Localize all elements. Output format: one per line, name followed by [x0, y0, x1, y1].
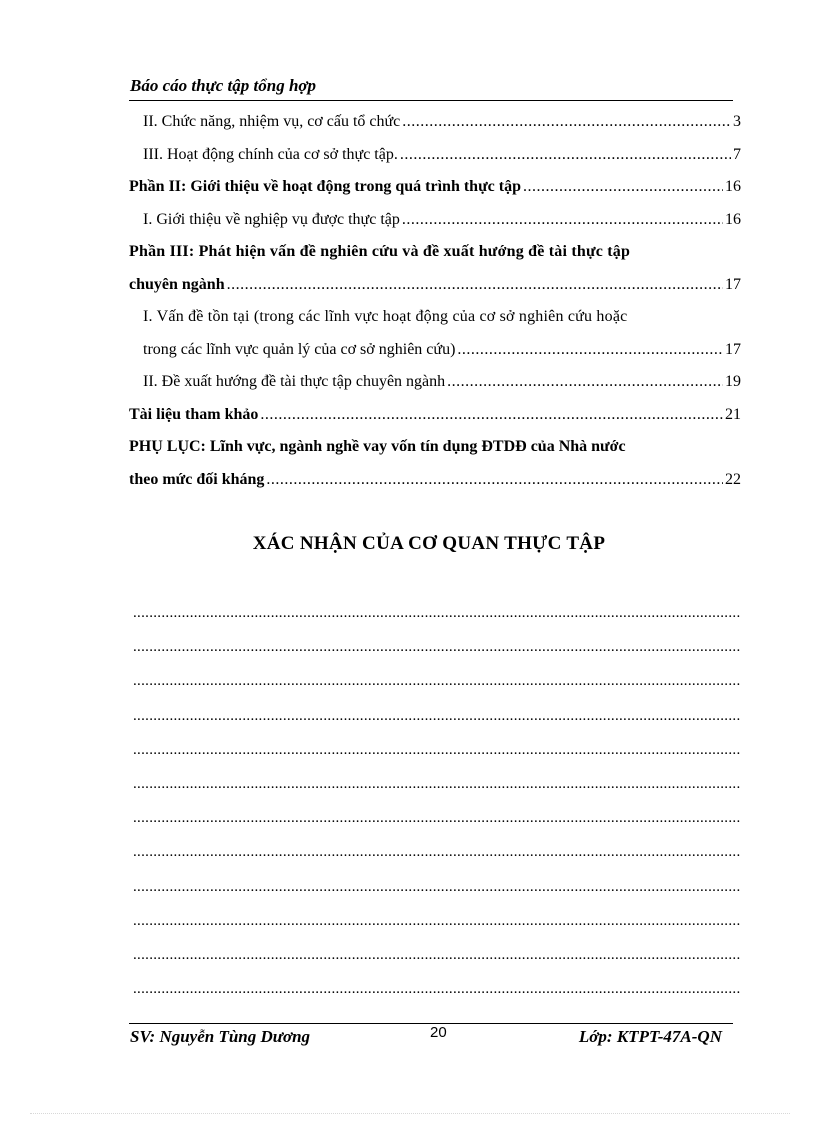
toc-entry-text-line2: theo mức đối kháng: [129, 470, 265, 488]
table-of-contents: [129, 113, 741, 503]
toc-entry-phan-ii[interactable]: [129, 178, 741, 211]
toc-entry-chuc-nang[interactable]: [129, 113, 741, 146]
toc-leader-dots: [523, 178, 723, 196]
confirmation-title: XÁC NHẬN CỦA CƠ QUAN THỰC TẬP: [252, 533, 606, 554]
blank-line[interactable]: [133, 634, 741, 668]
toc-entry-text: II. Chức năng, nhiệm vụ, cơ cấu tổ chức: [143, 113, 401, 130]
toc-entry-page: 16: [725, 210, 741, 228]
toc-entry-page: 3: [733, 113, 741, 130]
toc-entry-page: 21: [725, 405, 741, 423]
toc-entry-phu-luc[interactable]: [129, 438, 741, 471]
page-edge-dots: [30, 1113, 790, 1114]
toc-entry-text-line2: trong các lĩnh vực quản lý của cơ sở nghiên cứu): [143, 340, 456, 358]
toc-entry-phan-iii[interactable]: [129, 243, 741, 276]
toc-entry-van-de-cont[interactable]: [129, 341, 741, 374]
confirmation-blank-lines: [133, 600, 741, 1010]
toc-leader-dots: [227, 276, 723, 294]
blank-line[interactable]: [133, 874, 741, 908]
toc-leader-dots: [402, 211, 723, 229]
toc-leader-dots: [457, 341, 723, 359]
footer-student: SV: Nguyễn Tùng Dương: [130, 1027, 311, 1046]
footer-page-number: 20: [430, 1024, 447, 1041]
toc-leader-dots: [402, 113, 731, 131]
toc-entry-phan-iii-cont[interactable]: [129, 276, 741, 309]
blank-line[interactable]: [133, 839, 741, 873]
header-rule: [129, 100, 733, 101]
toc-entry-page: 19: [725, 373, 741, 390]
toc-leader-dots: [260, 406, 723, 424]
toc-leader-dots: [266, 471, 723, 489]
toc-entry-text-line1: PHỤ LỤC: Lĩnh vực, ngành nghề vay vốn tín dụng ĐTDĐ của Nhà nước: [129, 438, 626, 455]
toc-entry-text: II. Đề xuất hướng đề tài thực tập chuyên ngành: [143, 373, 446, 390]
toc-entry-hoat-dong[interactable]: [129, 146, 741, 179]
header-title: Báo cáo thực tập tổng hợp: [130, 76, 317, 95]
blank-line[interactable]: [133, 668, 741, 702]
blank-line[interactable]: [133, 771, 741, 805]
footer-class: Lớp: KTPT-47A-QN: [578, 1027, 722, 1046]
toc-entry-text-line2: chuyên ngành: [129, 275, 225, 293]
blank-line[interactable]: [133, 942, 741, 976]
toc-leader-dots: [400, 146, 731, 164]
toc-entry-phu-luc-cont[interactable]: [129, 471, 741, 504]
blank-line[interactable]: [133, 976, 741, 1010]
blank-line[interactable]: [133, 908, 741, 942]
toc-entry-page: 22: [725, 470, 741, 488]
toc-entry-de-xuat[interactable]: [129, 373, 741, 406]
toc-entry-text: Tài liệu tham khảo: [129, 405, 259, 423]
toc-leader-dots: [447, 373, 723, 391]
toc-entry-text: Phần II: Giới thiệu về hoạt động trong quá trình thực tập: [129, 178, 522, 195]
toc-entry-nghiep-vu[interactable]: [129, 211, 741, 244]
toc-entry-text: III. Hoạt động chính của cơ sở thực tập.: [143, 145, 398, 163]
blank-line[interactable]: [133, 703, 741, 737]
toc-entry-page: 16: [725, 178, 741, 195]
toc-entry-van-de[interactable]: [129, 308, 741, 341]
toc-entry-text-line1: Phần III: Phát hiện vấn đề nghiên cứu và đề xuất hướng đề tài thực tập: [129, 243, 631, 260]
toc-entry-text: I. Giới thiệu về nghiệp vụ được thực tập: [143, 210, 400, 228]
blank-line[interactable]: [133, 737, 741, 771]
toc-entry-page: 7: [733, 145, 741, 163]
toc-entry-tai-lieu[interactable]: [129, 406, 741, 439]
toc-entry-page: 17: [725, 275, 741, 293]
blank-line[interactable]: [133, 600, 741, 634]
blank-line[interactable]: [133, 805, 741, 839]
toc-entry-page: 17: [725, 340, 741, 358]
toc-entry-text-line1: I. Vấn đề tồn tại (trong các lĩnh vực hoạt động của cơ sở nghiên cứu hoặc: [143, 308, 628, 325]
